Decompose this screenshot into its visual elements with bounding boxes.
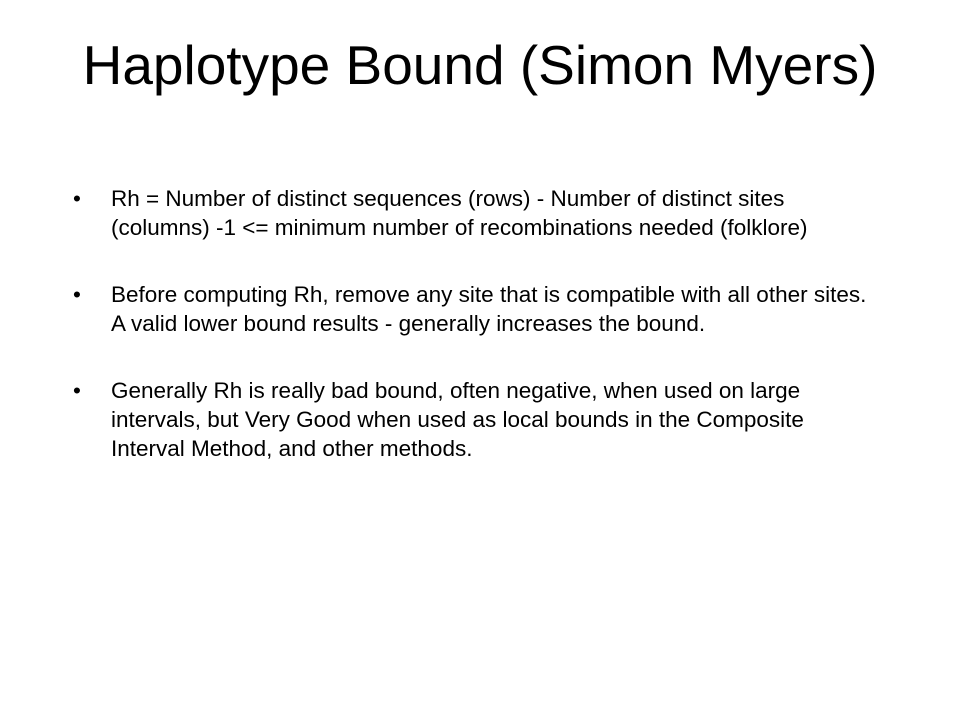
bullet-item [73,280,873,338]
bullet-dot-icon: • [73,186,81,211]
bullet-list [73,184,873,463]
bullet-text: Before computing Rh, remove any site that is compatible with all other sites. A valid lower bound results - generally increases the bound. [111,282,867,336]
bullet-dot-icon: • [73,282,81,307]
bullet-dot-icon: • [73,378,81,403]
bullet-item [73,184,873,242]
bullet-text: Rh = Number of distinct sequences (rows) - Number of distinct sites (columns) -1 <= minimum number of recombinations needed (folklore) [111,186,808,240]
bullet-text: Generally Rh is really bad bound, often negative, when used on large intervals, but Very Good when used as local bounds in the Composite Interval Method, and other methods. [111,378,804,461]
bullet-item [73,376,873,463]
slide-title: Haplotype Bound (Simon Myers) [82,34,878,96]
